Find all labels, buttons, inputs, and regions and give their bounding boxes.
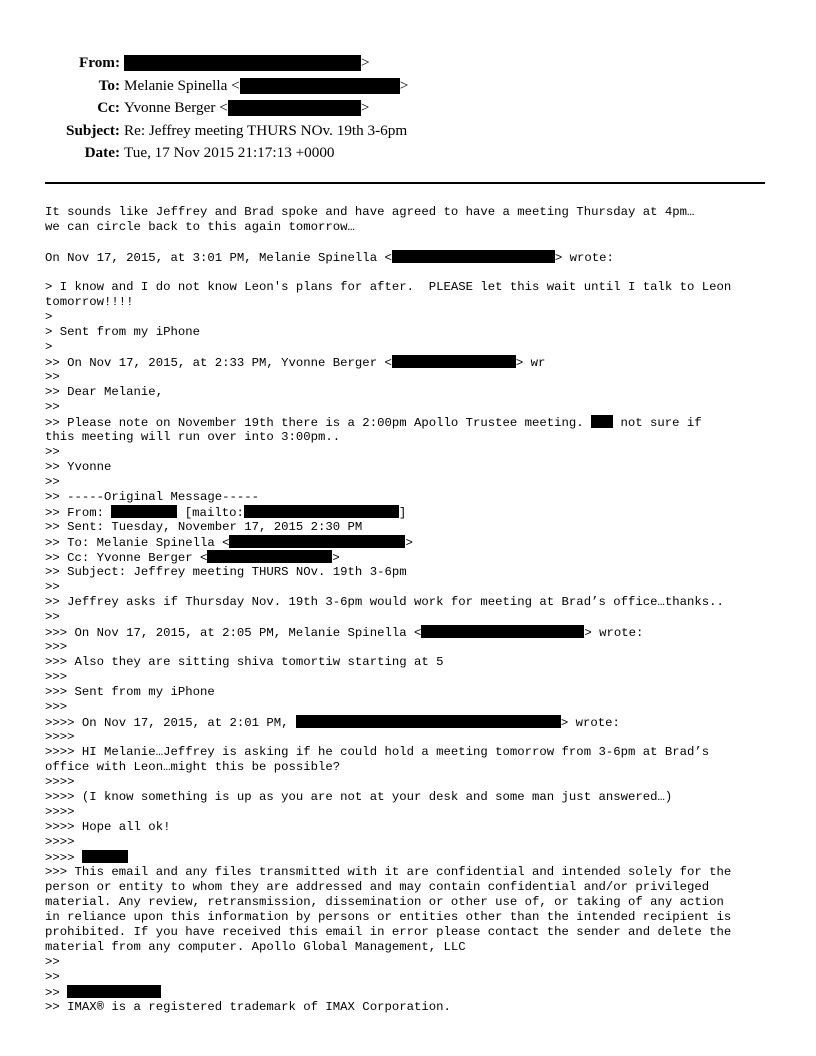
redaction-bar xyxy=(421,625,584,638)
quote-header-line: On Nov 17, 2015, at 3:01 PM, Melanie Spinella < > wrote: xyxy=(45,251,614,265)
redaction-bar xyxy=(228,100,361,116)
body-line: >> Sent: Tuesday, November 17, 2015 2:30 PM xyxy=(45,520,363,534)
body-line: >> From: [mailto: ] xyxy=(45,506,407,520)
body-line: > xyxy=(45,340,53,354)
redaction-bar xyxy=(296,715,561,728)
body-line: >> xyxy=(45,970,60,984)
body-line: >>>> Hope all ok! xyxy=(45,820,171,834)
body-line: >> To: Melanie Spinella < > xyxy=(45,536,413,550)
body-line: we can circle back to this again tomorrow… xyxy=(45,220,355,234)
cc-row xyxy=(40,97,408,120)
body-line: >> Cc: Yvonne Berger < > xyxy=(45,551,340,565)
from-label: From: xyxy=(78,54,120,71)
body-line: >> xyxy=(45,475,60,489)
body-line: >>>> xyxy=(45,805,75,819)
redaction-bar xyxy=(82,850,128,863)
redaction-bar xyxy=(244,505,399,518)
body-line: office with Leon…might this be possible? xyxy=(45,760,341,774)
body-line: It sounds like Jeffrey and Brad spoke and have agreed to have a meeting Thursday at 4pm… xyxy=(45,205,695,219)
body-line: >>> xyxy=(45,700,68,714)
body-line: >> Jeffrey asks if Thursday Nov. 19th 3-6pm would work for meeting at Brad’s office…thanks.. xyxy=(45,595,724,609)
body-line: >>> Sent from my iPhone xyxy=(45,685,215,699)
body-line: this meeting will run over into 3:00pm.. xyxy=(45,430,341,444)
quote-header-line: >> On Nov 17, 2015, at 2:33 PM, Yvonne Berger < > wr xyxy=(45,356,546,370)
disclaimer-line: material from any computer. Apollo Global Management, LLC xyxy=(45,940,466,954)
to-value: Melanie Spinella < > xyxy=(124,76,409,94)
subject-value: Re: Jeffrey meeting THURS NOv. 19th 3-6pm xyxy=(124,121,408,139)
body-line: > I know and I do not know Leon's plans for after. PLEASE let this wait until I talk to Leon xyxy=(45,280,732,294)
subject-label: Subject: xyxy=(66,121,120,139)
redaction-bar xyxy=(111,505,177,518)
body-line: >> Subject: Jeffrey meeting THURS NOv. 19th 3-6pm xyxy=(45,565,407,579)
body-line: > Sent from my iPhone xyxy=(45,325,200,339)
from-row xyxy=(40,52,408,75)
to-label: To: xyxy=(98,76,120,94)
disclaimer-line: prohibited. If you have received this email in error please contact the sender and delete the xyxy=(45,925,732,939)
redaction-bar xyxy=(392,355,516,368)
email-header xyxy=(40,52,408,165)
email-body xyxy=(45,205,780,1015)
body-line: >>> xyxy=(45,670,68,684)
date-label: Date: xyxy=(84,144,120,162)
body-line: >>>> xyxy=(45,775,75,789)
body-line: >> -----Original Message----- xyxy=(45,490,260,504)
to-row xyxy=(40,75,408,98)
body-line: >> xyxy=(45,955,60,969)
body-line: tomorrow!!!! xyxy=(45,295,134,309)
redaction-bar xyxy=(591,415,613,428)
body-line: >>> xyxy=(45,640,68,654)
body-line: >> xyxy=(45,370,60,384)
body-line: >>>> xyxy=(45,835,75,849)
body-line: >> xyxy=(45,985,780,1000)
quote-header-line: >>>> On Nov 17, 2015, at 2:01 PM, > wrote: xyxy=(45,716,620,730)
redaction-bar xyxy=(67,985,161,998)
date-row xyxy=(40,142,408,165)
header-divider xyxy=(45,182,765,184)
body-line: >> Please note on November 19th there is a 2:00pm Apollo Trustee meeting. not sure if xyxy=(45,416,702,430)
disclaimer-line: >>> This email and any files transmitted with it are confidential and intended solely for the xyxy=(45,865,732,879)
body-line: >> Dear Melanie, xyxy=(45,385,164,399)
disclaimer-line: person or entity to whom they are addressed and may contain confidential and/or privileged xyxy=(45,880,710,894)
body-line: >> xyxy=(45,580,60,594)
body-line: >>> Also they are sitting shiva tomortiw starting at 5 xyxy=(45,655,444,669)
body-line: >>>> (I know something is up as you are not at your desk and some man just answered…) xyxy=(45,790,673,804)
body-line: >> xyxy=(45,400,60,414)
body-line: >>>> xyxy=(45,850,780,865)
redaction-bar xyxy=(240,78,400,94)
cc-value: Yvonne Berger < > xyxy=(124,99,370,117)
disclaimer-line: material. Any review, retransmission, dissemination or other use of, or taking of any action xyxy=(45,895,724,909)
body-line: >> xyxy=(45,445,60,459)
redaction-bar xyxy=(392,250,555,263)
from-value: > xyxy=(124,52,370,75)
body-line: >> xyxy=(45,610,60,624)
body-line: > xyxy=(45,310,53,324)
redaction-bar xyxy=(124,55,361,71)
date-value: Tue, 17 Nov 2015 21:17:13 +0000 xyxy=(124,144,335,162)
redaction-bar xyxy=(229,535,405,548)
body-line: >>>> HI Melanie…Jeffrey is asking if he could hold a meeting tomorrow from 3-6pm at Brad’s xyxy=(45,745,710,759)
cc-label: Cc: xyxy=(97,99,120,117)
disclaimer-line: in reliance upon this information by persons or entities other than the intended recipient is xyxy=(45,910,732,924)
body-line: >> Yvonne xyxy=(45,460,112,474)
redaction-bar xyxy=(207,550,332,563)
body-line: >>>> xyxy=(45,730,75,744)
trademark-line: >> IMAX® is a registered trademark of IMAX Corporation. xyxy=(45,1000,451,1014)
subject-row xyxy=(40,120,408,143)
quote-header-line: >>> On Nov 17, 2015, at 2:05 PM, Melanie Spinella < > wrote: xyxy=(45,626,644,640)
